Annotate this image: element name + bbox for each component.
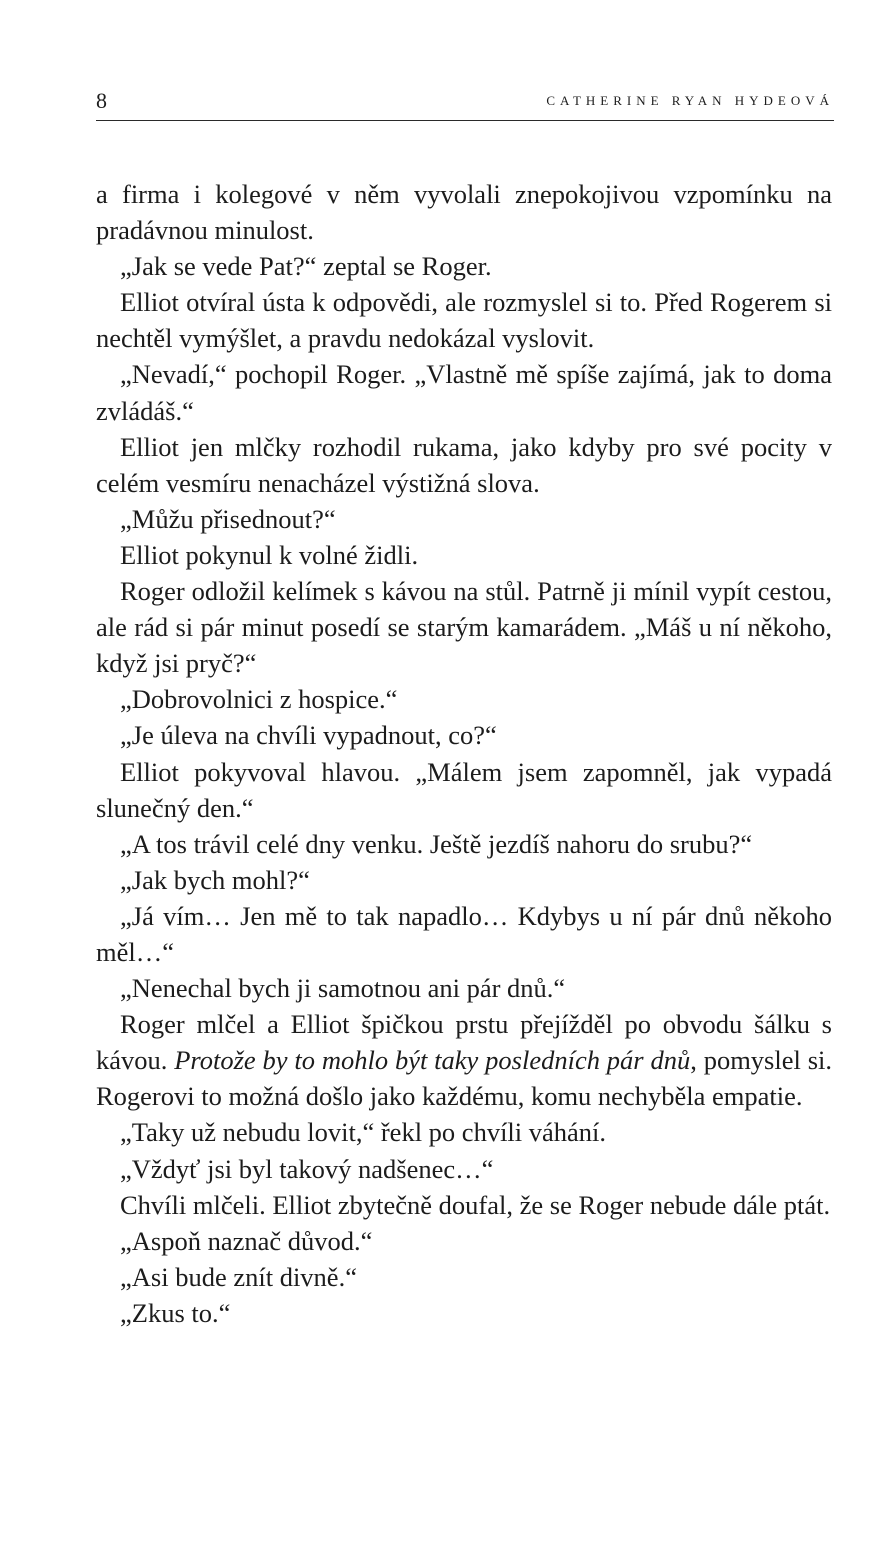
paragraph: „Jak bych mohl?“ bbox=[120, 864, 310, 895]
paragraph: „Jak se vede Pat?“ zeptal se Roger. bbox=[120, 251, 492, 282]
paragraph: Elliot pokynul k volné židli. bbox=[120, 539, 419, 570]
italic-thought: Protože by to mohlo být taky posledních pár dnů bbox=[174, 1045, 691, 1076]
paragraph: „Nenechal bych ji samotnou ani pár dnů.“ bbox=[120, 973, 566, 1004]
paragraph: „Je úleva na chvíli vypadnout, co?“ bbox=[120, 720, 497, 751]
page-number: 8 bbox=[96, 88, 107, 113]
paragraph: „Aspoň naznač důvod.“ bbox=[120, 1225, 373, 1256]
paragraph: Roger odložil kelímek s kávou na stůl. Patrně ji mínil vypít cestou, ale rád si pár minut posedí se starým kamarádem. „Máš u ní někoho, když jsi pryč?“ bbox=[96, 576, 832, 679]
paragraph: „Já vím… Jen mě to tak napadlo… Kdybys u ní pár dnů někoho měl…“ bbox=[96, 900, 832, 967]
paragraph: „Asi bude znít divně.“ bbox=[120, 1261, 357, 1292]
paragraph: „Zkus to.“ bbox=[120, 1297, 231, 1328]
paragraph: „Dobrovolnici z hospice.“ bbox=[120, 684, 398, 715]
paragraph: „Vždyť jsi byl takový nadšenec…“ bbox=[120, 1153, 494, 1184]
body-text bbox=[96, 176, 832, 1331]
running-head-author: CATHERINE RYAN HYDEOVÁ bbox=[546, 93, 834, 108]
paragraph: „Můžu přisednout?“ bbox=[120, 503, 336, 534]
page-header bbox=[96, 86, 834, 121]
paragraph: Elliot pokyvoval hlavou. „Málem jsem zapomněl, jak vypadá slunečný den.“ bbox=[96, 756, 832, 823]
paragraph: Elliot otvíral ústa k odpovědi, ale rozmyslel si to. Před Rogerem si nechtěl vymýšlet, a pravdu nedokázal vyslovit. bbox=[96, 287, 832, 354]
paragraph-text: Roger mlčel a Elliot špičkou prstu přejížděl po obvodu šálku s kávou. bbox=[96, 1009, 832, 1076]
paragraph-text: , pomyslel si. Rogerovi to možná došlo jako každému, komu nechyběla empatie. bbox=[96, 1045, 832, 1112]
paragraph: Elliot jen mlčky rozhodil rukama, jako kdyby pro své pocity v celém vesmíru nenacházel výstižná slova. bbox=[96, 431, 832, 498]
paragraph-with-italic bbox=[96, 1006, 832, 1114]
paragraph: a firma i kolegové v něm vyvolali znepokojivou vzpomínku na pradávnou minulost. bbox=[96, 179, 832, 246]
paragraph: „Nevadí,“ pochopil Roger. „Vlastně mě spíše zajímá, jak to doma zvládáš.“ bbox=[96, 359, 832, 426]
paragraph: Chvíli mlčeli. Elliot zbytečně doufal, že se Roger nebude dále ptát. bbox=[120, 1189, 831, 1220]
paragraph: „Taky už nebudu lovit,“ řekl po chvíli váhání. bbox=[120, 1117, 607, 1148]
paragraph: „A tos trávil celé dny venku. Ještě jezdíš nahoru do srubu?“ bbox=[120, 828, 753, 859]
